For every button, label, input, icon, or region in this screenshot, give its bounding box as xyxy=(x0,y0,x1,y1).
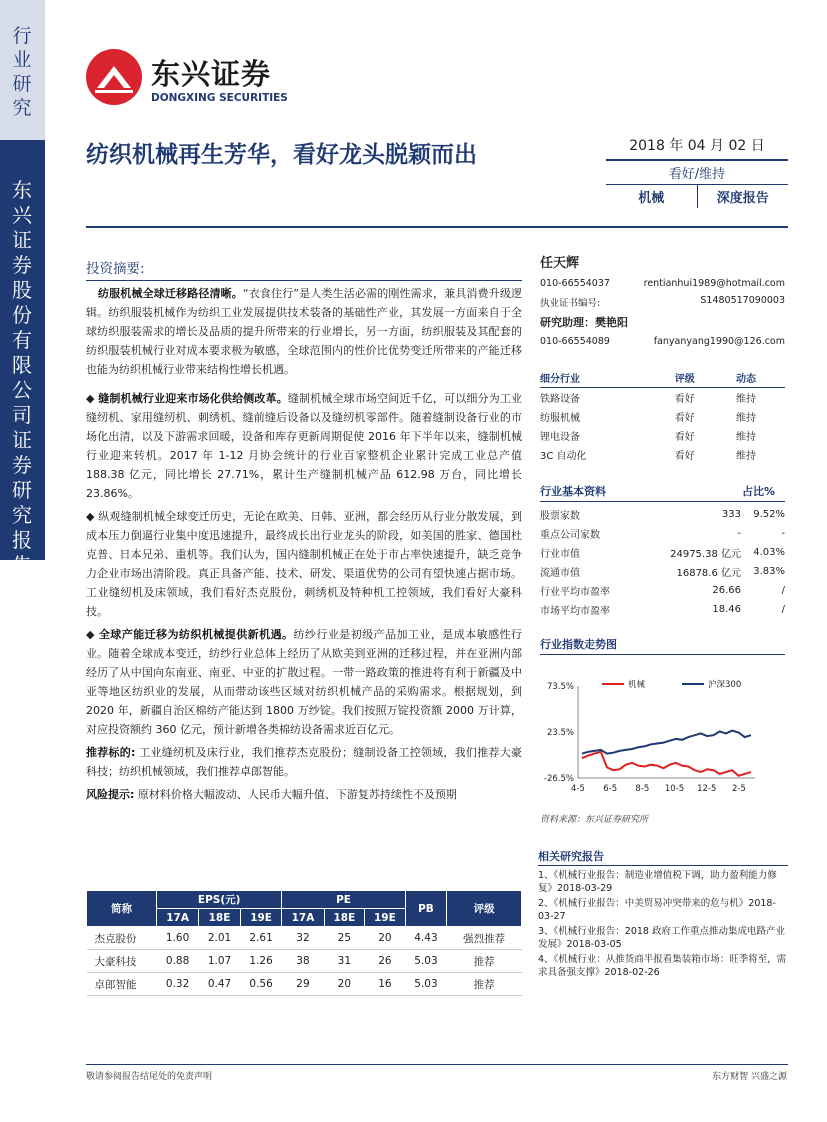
cell: 5.03 xyxy=(405,973,447,996)
company-logo xyxy=(85,48,325,108)
analyst-name: 任天辉 xyxy=(540,256,580,271)
recommendations-label: 推荐标的: xyxy=(86,746,136,759)
related-item[interactable]: 1、《机械行业报告：制造业增值税下调，助力盈利能力修复》2018-03-29 xyxy=(538,870,777,894)
cell: 维持 xyxy=(736,451,756,462)
analyst-block xyxy=(540,252,785,347)
cell: 26.66 xyxy=(712,585,742,596)
cell: 维持 xyxy=(736,413,756,424)
bullet-2-text: 纵观缝制机械全球变迁历史，无论在欧美、日韩、亚洲，都会经历从行业分散发展，到成本压力倒逼行业集中度迅速提升，最终成长出行业龙头的阶段，如美国的胜家、德国杜克普、日本兄弟、重机等。我们认为，国内缝制机械正在处于市占率快速提升，缺乏竞争力企业市场出清阶段。真正具备产能、技术、研发、渠道优势的公司有望快速占据市场。工业缝纫机及床领域，我们看好杰克股份，刺绣机及特种机工控领域，我们看好大豪科技。 xyxy=(86,510,522,618)
table-header-row xyxy=(87,891,522,909)
x-tick-label: 8-5 xyxy=(635,784,650,794)
industry-name: 机械 xyxy=(606,185,698,208)
footer-disclaimer: 敬请参阅报告结尾处的免责声明 xyxy=(86,1072,213,1082)
table-row xyxy=(540,581,785,600)
table-row xyxy=(540,407,785,426)
cell: 38 xyxy=(282,950,324,973)
table-row xyxy=(87,973,522,996)
summary-para-1 xyxy=(86,284,522,379)
summary-heading: 投资摘要: xyxy=(86,261,145,277)
report-category-row xyxy=(606,185,788,208)
para-1-text: “衣食住行”是人类生活必需的刚性需求，兼具消费升级逻辑。纺织服装机械作为纺织工业发展提供技术装备的基础性产业，其发展一方面来自于全球纺织服装需求的增长及品质的提升所带来的行业增长，另一方面，纺织服装及其配套的纺织服装机械行业对成本要求极为敏感，全球范围内的性价比优势变迁所带来的产能迁移也能为纺织机械行业带来结构性增长机遇。 xyxy=(86,287,522,376)
para-1-lead: 纺服机械全球迁移路径清晰。 xyxy=(98,287,243,300)
cell: / xyxy=(781,585,785,596)
y-tick-label: 73.5% xyxy=(546,682,574,692)
table-row xyxy=(540,562,785,581)
cell: 推荐 xyxy=(447,973,522,996)
col-rating: 评级 xyxy=(447,891,522,927)
stock-forecast-table xyxy=(86,890,522,996)
x-tick-label: 10-5 xyxy=(664,784,685,794)
header-divider xyxy=(86,226,788,228)
bullet-1-lead: 缝制机械行业迎来市场化供给侧改革。 xyxy=(98,392,288,405)
cell: 重点公司家数 xyxy=(540,530,600,541)
logo-name-zh: 东兴证券 xyxy=(151,57,272,91)
basic-info-title: 行业基本资料 xyxy=(540,485,606,498)
cell: 市场平均市盈率 xyxy=(540,606,610,617)
cell: 16 xyxy=(365,973,406,996)
report-date: 2018 年 04 月 02 日 xyxy=(606,135,788,161)
risk-text: 原材料价格大幅波动、人民币大幅升值、下游复苏持续性不及预期 xyxy=(137,788,457,801)
table-row xyxy=(540,445,785,464)
cell: 流通市值 xyxy=(540,568,580,579)
sub-industry-block xyxy=(540,368,785,464)
cell: 24975.38 亿元 xyxy=(670,549,742,560)
cell: 强烈推荐 xyxy=(447,927,522,950)
cell: 行业平均市盈率 xyxy=(540,587,610,598)
risk-label: 风险提示: xyxy=(86,788,135,801)
assistant-phone: 010-66554089 xyxy=(540,336,610,347)
eps-year: 17A xyxy=(157,909,199,927)
col-eps: EPS(元) xyxy=(157,891,282,909)
cell: 5.03 xyxy=(405,950,447,973)
related-item[interactable]: 4、《机械行业：从推货商半报看集装箱市场：旺季将至，需求具备强支撑》2018-02-26 xyxy=(538,954,787,978)
chart-title: 行业指数走势图 xyxy=(540,638,617,651)
cell: 锂电设备 xyxy=(540,432,580,443)
cell: 3C 自动化 xyxy=(540,451,587,462)
table-header-row xyxy=(540,368,785,388)
summary-bullet-1: ◆ 缝制机械行业迎来市场化供给侧改革。缝制机械全球市场空间近千亿，可以细分为工业缝纫机、家用缝纫机、刺绣机、缝前缝后设备以及缝纫机零部件。随着缝制设备行业的市场化出清，以及下游需求回暖，设备和库存更新周期促使 2016 年下半年以来，缝制机械行业迎来转机。2017 年 1-12 月协会统计的行业百家整机企业累计完成工业总产值 188.38 亿元，同比增长 27.71%，累计生产缝制机械产品 612.98 万台，同比增长 23.86%。 xyxy=(86,392,522,500)
eps-year: 19E xyxy=(240,909,282,927)
assistant-contact-row xyxy=(540,336,785,347)
sidebar-company: 东兴证券股份有限公司证券研究报告 xyxy=(12,178,32,577)
industry-rating: 看好/维持 xyxy=(606,161,788,185)
basic-info-block xyxy=(540,483,785,619)
cell: 推荐 xyxy=(447,950,522,973)
cell: - xyxy=(781,528,785,539)
table-row xyxy=(540,600,785,619)
cell: 看好 xyxy=(674,394,695,405)
cell: 维持 xyxy=(736,394,756,405)
index-trend-chart xyxy=(540,670,785,810)
chart-source: 资料来源：东兴证券研究所 xyxy=(540,815,649,825)
table-row xyxy=(540,505,785,524)
report-title: 纺织机械再生芳华，看好龙头脱颖而出 xyxy=(86,142,477,168)
cell: 20 xyxy=(365,927,406,950)
cell: 25 xyxy=(324,927,365,950)
cell: 股票家数 xyxy=(540,511,580,522)
pe-year: 19E xyxy=(365,909,406,927)
analyst-phone: 010-66554037 xyxy=(540,278,610,289)
legend-label: 沪深300 xyxy=(708,680,742,690)
cell: 维持 xyxy=(736,432,756,443)
risk-warning xyxy=(86,785,522,804)
summary-bullet-3: ◆ 全球产能迁移为纺织机械提供新机遇。纺纱行业是初级产品加工业，是成本敏感性行业。随着全球成本变迁，纺纱行业总体上经历了从欧美到亚洲的迁移过程，并在亚洲内部经历了从中国向东南亚、南亚、中亚的扩散过程。一带一路政策的推进将有利于新疆及中亚等地区纺织业的发展，从而带动该些区域对纺织机械产品的采购需求。根据规划，到 2020 年，新疆自治区棉纺产能达到 1800 万纱锭。我们按照万锭投资额 2000 万计算，对应投资额约 360 亿元，预计新增各类棉纺设备需求近百亿元。 xyxy=(86,628,522,736)
cell: 0.32 xyxy=(157,973,199,996)
stock-name: 大豪科技 xyxy=(87,950,157,973)
cell: 2.01 xyxy=(199,927,241,950)
cert-number: S1480517090003 xyxy=(700,295,785,306)
bullet-3-lead: 全球产能迁移为纺织机械提供新机遇。 xyxy=(98,628,294,641)
cell: 0.47 xyxy=(199,973,241,996)
x-tick-label: 6-5 xyxy=(603,784,618,794)
cell: / xyxy=(781,604,785,615)
summary-body xyxy=(86,284,522,804)
pe-year: 18E xyxy=(324,909,365,927)
cell: 铁路设备 xyxy=(540,394,580,405)
cell: 1.26 xyxy=(240,950,282,973)
related-heading: 相关研究报告 xyxy=(538,850,788,866)
cell: - xyxy=(737,528,742,539)
x-tick-label: 4-5 xyxy=(571,784,585,794)
chart-svg xyxy=(540,670,785,810)
cell: 1.07 xyxy=(199,950,241,973)
stock-name: 卓郎智能 xyxy=(87,973,157,996)
assistant-label: 研究助理：樊艳阳 xyxy=(540,316,628,329)
summary-divider xyxy=(86,280,522,281)
cell: 32 xyxy=(282,927,324,950)
cell: 纺服机械 xyxy=(540,413,580,424)
col-trend: 动态 xyxy=(736,368,785,388)
y-tick-label: 23.5% xyxy=(546,728,574,738)
cell: 看好 xyxy=(674,413,695,424)
table-row xyxy=(87,950,522,973)
related-item[interactable]: 3、《机械行业报告：2018 政府工作重点推动集成电路产业发展》2018-03-05 xyxy=(538,926,785,950)
logo-name-en: DONGXING SECURITIES xyxy=(151,92,288,104)
cell: 9.52% xyxy=(753,509,785,520)
cell: 333 xyxy=(721,509,742,520)
recommendations-text: 工业缝纫机及床行业，我们推荐杰克股份；缝制设备工控领域，我们推荐大豪科技；纺织机械领域，我们推荐卓郎智能。 xyxy=(86,746,522,778)
summary-bullet-2: ◆ 纵观缝制机械全球变迁历史，无论在欧美、日韩、亚洲，都会经历从行业分散发展，到成本压力倒逼行业集中度迅速提升，最终成长出行业龙头的阶段，如美国的胜家、德国杜克普、日本兄弟、重机等。我们认为，国内缝制机械正在处于市占率快速提升，缺乏竞争力企业市场出清阶段。真正具备产能、技术、研发、渠道优势的公司有望快速占据市场。工业缝纫机及床领域，我们看好杰克股份，刺绣机及特种机工控领域，我们看好大豪科技。 xyxy=(86,510,522,618)
col-rating: 评级 xyxy=(675,368,736,388)
cell: 1.60 xyxy=(157,927,199,950)
cert-label: 执业证书编号: xyxy=(540,298,601,309)
analyst-cert-row xyxy=(540,295,785,309)
stock-name: 杰克股份 xyxy=(87,927,157,950)
sidebar-company-band xyxy=(0,140,45,577)
logo-mark-icon xyxy=(85,48,143,106)
chart-heading-block xyxy=(540,636,785,655)
cell: 0.88 xyxy=(157,950,199,973)
y-tick-label: -26.5% xyxy=(543,774,574,784)
chart-heading xyxy=(540,636,785,655)
cell: 0.56 xyxy=(240,973,282,996)
cell: 2.61 xyxy=(240,927,282,950)
table-row xyxy=(540,524,785,543)
legend-label: 机械 xyxy=(628,680,646,690)
sidebar-category: 行业研究 xyxy=(12,25,32,119)
sub-industry-table xyxy=(540,368,785,464)
cell: 20 xyxy=(324,973,365,996)
table-row xyxy=(540,426,785,445)
cell: 18.46 xyxy=(712,604,742,615)
sidebar-category-band xyxy=(0,0,45,140)
report-meta-box xyxy=(606,135,788,208)
footer-slogan: 东方财智 兴盛之源 xyxy=(712,1072,787,1082)
analyst-contact-row xyxy=(540,278,785,289)
table-row xyxy=(540,543,785,562)
series-line-2 xyxy=(582,731,751,754)
pe-year: 17A xyxy=(282,909,324,927)
bullet-1-text: 缝制机械全球市场空间近千亿，可以细分为工业缝纫机、家用缝纫机、刺绣机、缝前缝后设备以及缝纫机零部件。随着缝制设备行业的市场化出清，以及下游需求回暖，设备和库存更新周期促使 2016 年下半年以来，缝制机械行业迎来转机。2017 年 1-12 月协会统计的行业百家整机企业累计完成工业总产值 188.38 亿元，同比增长 27.71%，累计生产缝制机械产品 612.98 万台，同比增长 23.86%。 xyxy=(86,392,522,500)
col-pe: PE xyxy=(282,891,405,909)
x-tick-label: 2-5 xyxy=(731,784,746,794)
report-type: 深度报告 xyxy=(716,191,769,206)
assistant-email[interactable]: fanyanyang1990@126.com xyxy=(653,336,785,347)
cell: 4.43 xyxy=(405,927,447,950)
cell: 31 xyxy=(324,950,365,973)
bullet-3-text: 纺纱行业是初级产品加工业，是成本敏感性行业。随着全球成本变迁，纺纱行业总体上经历了从欧美到亚洲的迁移过程，并在亚洲内部经历了从中国向东南亚、南亚、中亚的扩散过程。一带一路政策的推进将有利于新疆及中亚等地区纺织业的发展，从而带动该些区域对纺织机械产品的采购需求。根据规划，到 2020 年，新疆自治区棉纺产能达到 1800 万纱锭。我们按照万锭投资额 2000 万计算，对应投资额约 360 亿元，预计新增各类棉纺设备需求近百亿元。 xyxy=(86,628,522,736)
related-item[interactable]: 2、《机械行业报告：中美贸易冲突带来的危与机》2018-03-27 xyxy=(538,898,776,922)
footer-divider xyxy=(86,1064,788,1065)
recommendations xyxy=(86,743,522,781)
cell: 3.83% xyxy=(753,566,785,577)
basic-info-pct-label: 占比% xyxy=(741,485,775,498)
cell: 29 xyxy=(282,973,324,996)
analyst-email[interactable]: rentianhui1989@hotmail.com xyxy=(643,278,785,289)
x-tick-label: 12-5 xyxy=(697,784,717,794)
basic-info-table xyxy=(540,505,785,619)
table-row xyxy=(540,388,785,408)
col-pb: PB xyxy=(405,891,447,927)
cell: 看好 xyxy=(674,451,695,462)
cell: 看好 xyxy=(674,432,695,443)
cell: 16878.6 亿元 xyxy=(676,568,742,579)
col-sub-industry: 细分行业 xyxy=(540,368,675,388)
cell: 26 xyxy=(365,950,406,973)
col-name: 简称 xyxy=(87,891,157,927)
table-row xyxy=(87,927,522,950)
basic-info-header xyxy=(540,483,785,502)
cell: 4.03% xyxy=(753,547,785,558)
eps-year: 18E xyxy=(199,909,241,927)
related-reports xyxy=(538,850,788,979)
series-line-1 xyxy=(582,752,751,776)
cell: 行业市值 xyxy=(540,549,580,560)
